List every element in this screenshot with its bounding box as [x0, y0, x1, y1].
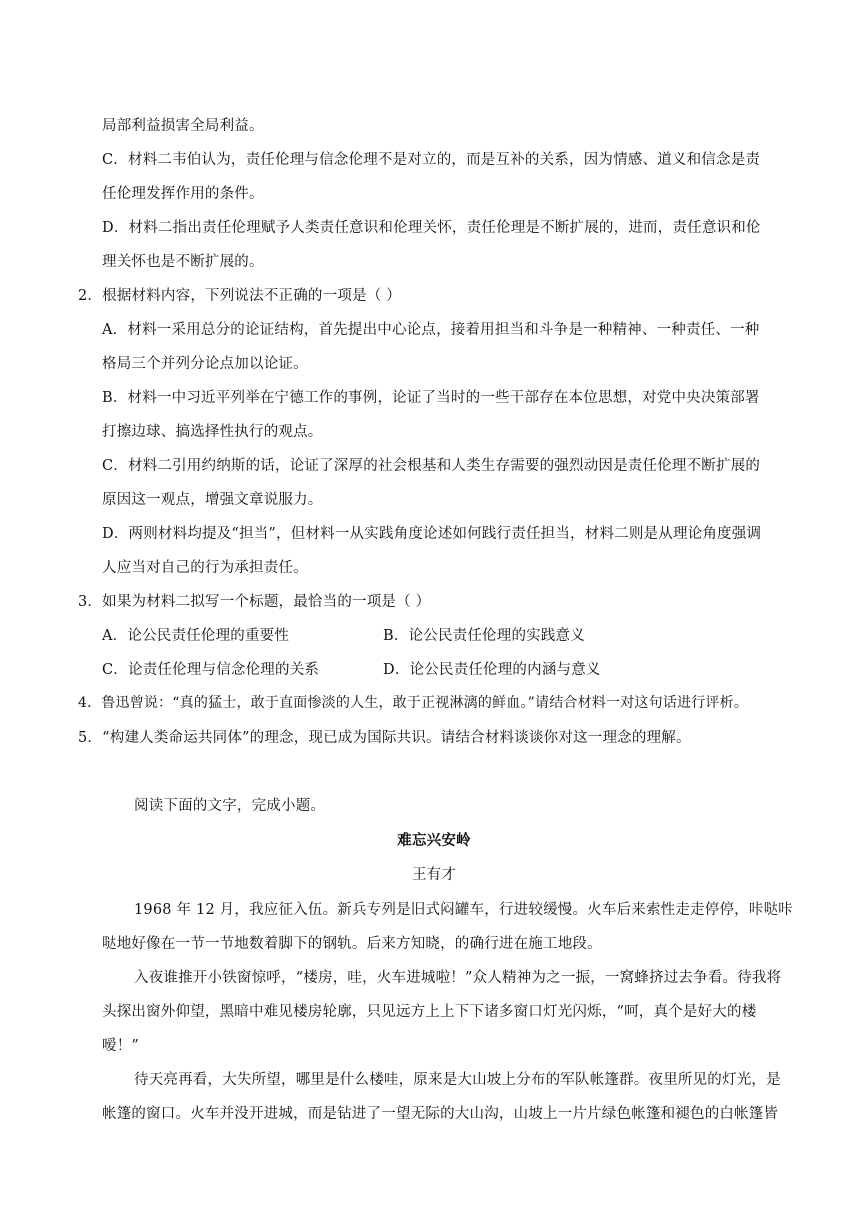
q3-option-a: A．论公民责任伦理的重要性	[102, 628, 290, 644]
passage-p2-line1: 入夜谁推开小铁窗惊呼，“楼房，哇，火车进城啦！”众人精神为之一振，一窝蜂挤过去争看。待我将	[134, 970, 782, 986]
passage-p1-line2: 哒地好像在一节一节地数着脚下的钢轨。后来方知晓，的确行进在施工地段。	[102, 936, 602, 952]
q4-question: 4．鲁迅曾说：“真的猛士，敢于直面惨淡的人生，敢于正视淋漓的鲜血。”请结合材料一对这句话进行评析。	[78, 695, 749, 711]
q2-option-d-line1: D．两则材料均提及“担当”，但材料一从实践角度论述如何践行责任担当，材料二则是从理论角度强调	[102, 526, 762, 542]
reading-instruction: 阅读下面的文字，完成小题。	[134, 798, 326, 814]
q2-option-b-line1: B．材料一中习近平列举在宁德工作的事例，论证了当时的一些干部存在本位思想，对党中央决策部署	[102, 390, 760, 406]
q3-option-c: C．论责任伦理与信念伦理的关系	[102, 662, 320, 678]
passage-p3-line2: 帐篷的窗口。火车并没开进城，而是钻进了一望无际的大山沟，山坡上一片片绿色帐篷和褪色的白帐篷皆	[102, 1106, 779, 1122]
q2-option-a-line2: 格局三个并列分论点加以论证。	[102, 356, 308, 372]
passage-title: 难忘兴安岭	[397, 832, 471, 849]
q3-stem: 3．如果为材料二拟写一个标题，最恰当的一项是（ ）	[78, 594, 431, 610]
q1-option-c-line2: 任伦理发挥作用的条件。	[102, 186, 264, 202]
q2-option-b-line2: 打擦边球、搞选择性执行的观点。	[102, 424, 323, 440]
q2-option-c-line1: C．材料二引用约纳斯的话，论证了深厚的社会根基和人类生存需要的强烈动因是责任伦理不断扩展的	[102, 458, 761, 474]
passage-p2-line3: 嗳！”	[102, 1038, 140, 1054]
q5-question: 5．“构建人类命运共同体”的理念，现已成为国际共识。请结合材料谈谈你对这一理念的理解。	[78, 730, 691, 746]
passage-p1-line1: 1968 年 12 月，我应征入伍。新兵专列是旧式闷罐车，行进较缓慢。火车后来索性走走停停，咔哒咔	[134, 902, 793, 918]
q3-option-b: B．论公民责任伦理的实践意义	[383, 628, 585, 644]
passage-p3-line1: 待天亮再看，大失所望，哪里是什么楼哇，原来是大山坡上分布的军队帐篷群。夜里所见的灯光，是	[134, 1072, 781, 1088]
q2-option-a-line1: A．材料一采用总分的论证结构，首先提出中心论点，接着用担当和斗争是一种精神、一种责任、一种	[102, 322, 760, 338]
q2-option-d-line2: 人应当对自己的行为承担责任。	[102, 560, 308, 576]
q1-option-d-line2: 理关怀也是不断扩展的。	[102, 254, 264, 270]
q2-option-c-line2: 原因这一观点，增强文章说服力。	[102, 492, 323, 508]
q1-option-b-tail: 局部利益损害全局利益。	[102, 118, 264, 134]
q2-stem: 2．根据材料内容，下列说法不正确的一项是（ ）	[78, 288, 401, 304]
passage-author: 王有才	[411, 867, 457, 883]
q1-option-c-line1: C．材料二韦伯认为，责任伦理与信念伦理不是对立的，而是互补的关系，因为情感、道义和信念是责	[102, 152, 761, 168]
passage-p2-line2: 头探出窗外仰望，黑暗中难见楼房轮廓，只见远方上上下下诸多窗口灯光闪烁，“呵，真个是好大的楼	[102, 1004, 757, 1020]
q1-option-d-line1: D．材料二指出责任伦理赋予人类责任意识和伦理关怀，责任伦理是不断扩展的，进而，责任意识和伦	[102, 220, 761, 236]
q3-option-d: D．论公民责任伦理的内涵与意义	[383, 662, 601, 678]
